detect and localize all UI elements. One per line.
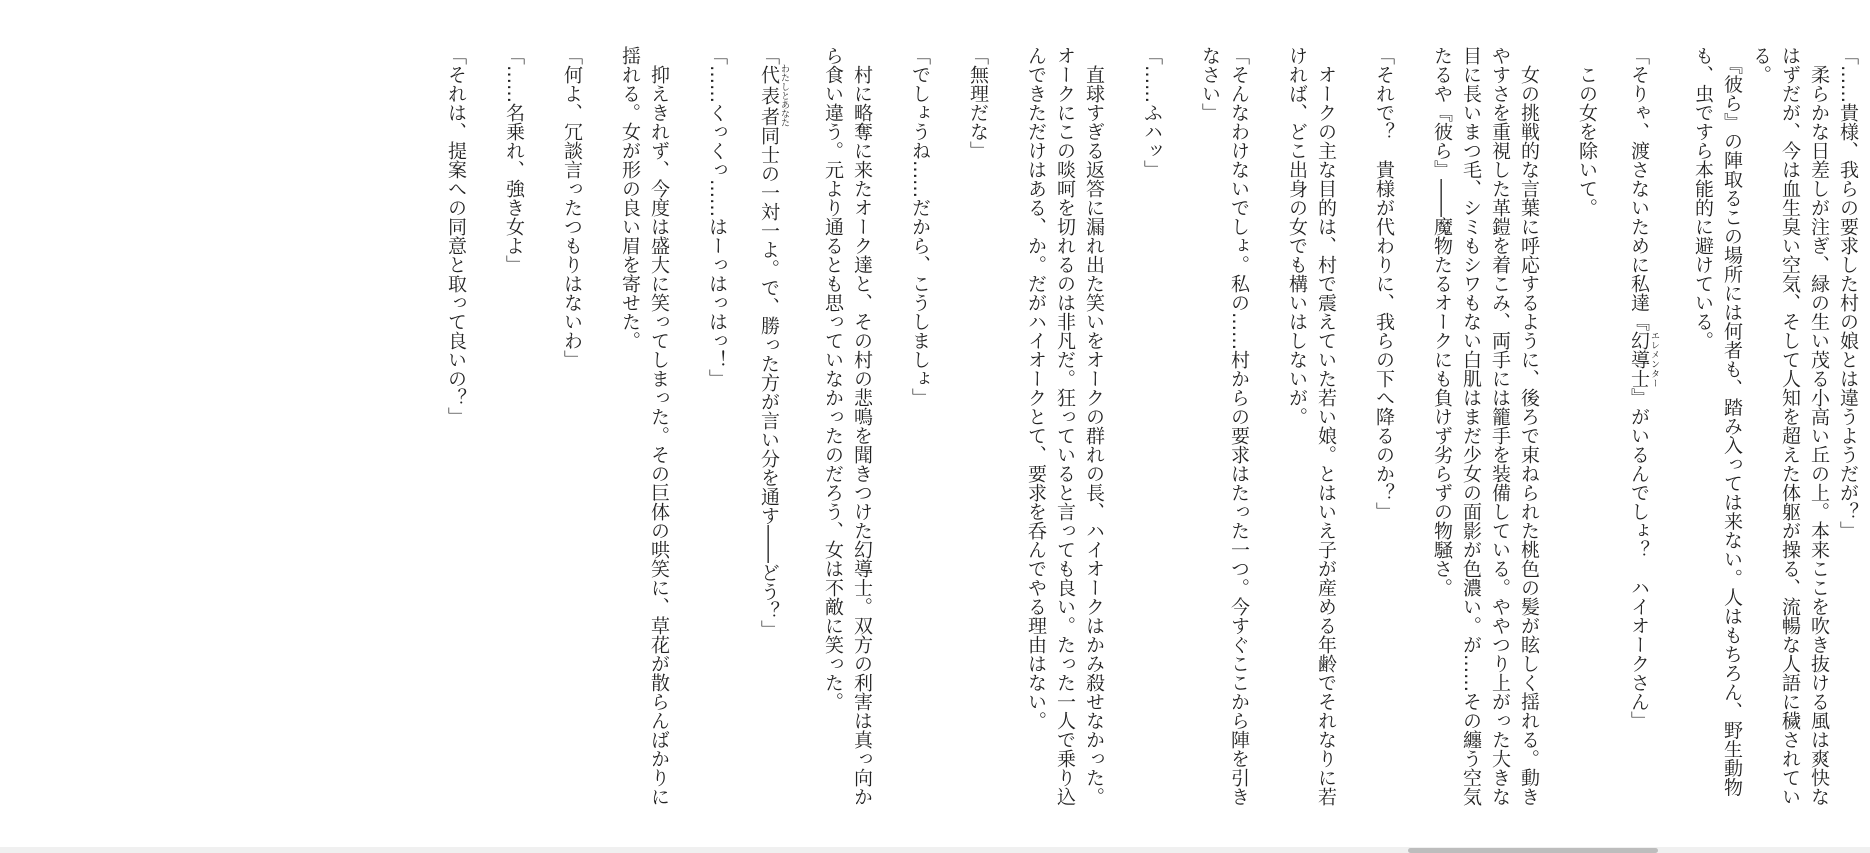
blank-line: [1340, 46, 1369, 806]
blank-line: [470, 46, 499, 806]
paragraph: この女を除いて。: [1576, 46, 1598, 217]
paragraph: オークの主な目的は、村で震えていた若い娘。とはいえ子が産める年齢でそれなりに若ければ、どこ出身の女でも構いはしないが。: [1286, 46, 1337, 806]
blank-line: [1543, 46, 1572, 806]
blank-line: [731, 46, 760, 806]
paragraph: 直球すぎる返答に漏れ出た笑いをオークの群れの長、ハイオークはかみ殺せなかった。オークにこの啖呵を切れるのは非凡だ。狂っていると言っても良い。たった一人で乗り込んできただけはある、か。だがハイオークとて、要求を呑んでやる理由はない。: [1025, 46, 1105, 806]
paragraph: 『彼ら』の陣取るこの場所には何者も、踏み入っては来ない。人はもちろん、野生動物も、虫ですら本能的に避けている。: [1692, 46, 1743, 797]
blank-line: [1659, 46, 1688, 806]
paragraph: 「無理だな」: [967, 46, 989, 160]
blank-line: [1108, 46, 1137, 806]
paragraph: 「そりゃ、渡さないために私達『幻導士 エレメンター』がいるんでしょ？ ハイオークさん」: [1628, 46, 1659, 730]
blank-line: [1166, 46, 1195, 806]
paragraph: 「……ふハッ」: [1141, 46, 1163, 179]
paragraph: 「何よ、冗談言ったつもりはないわ」: [561, 46, 583, 369]
paragraph: 村に略奪に来たオーク達と、その村の悲鳴を聞きつけた幻導士。双方の利害は真っ向から食い違う。元より通るとも思っていなかったのだろう、女は不敵に笑った。: [822, 46, 873, 806]
blank-line: [1398, 46, 1427, 806]
scrollbar-thumb[interactable]: [1408, 848, 1658, 853]
blank-line: [1601, 46, 1630, 806]
blank-line: [934, 46, 963, 806]
blank-line: [1253, 46, 1282, 806]
paragraph: 「……貴様、我らの要求した村の娘とは違うようだが？」: [1837, 46, 1859, 540]
paragraph: 抑えきれず、今度は盛大に笑ってしまった。その巨体の哄笑に、草花が散らんばかりに揺れる。女が形の良い眉を寄せた。: [619, 46, 670, 806]
paragraph: 「代表者 わたしとあなた同士の一対一よ。で、勝った方が言い分を通す――どう？」: [758, 46, 789, 639]
blank-line: [789, 46, 818, 806]
blank-line: [586, 46, 615, 806]
blank-line: [992, 46, 1021, 806]
paragraph: 「でしょうね……だから、こうしましょ」: [909, 46, 931, 407]
paragraph: 「……くっくっ……はーっはっはっ！」: [706, 46, 728, 388]
blank-line: [673, 46, 702, 806]
blank-line: [876, 46, 905, 806]
horizontal-scrollbar[interactable]: [0, 847, 1870, 853]
paragraph: 「それで？ 貴様が代わりに、我らの下へ降るのか？」: [1373, 46, 1395, 521]
paragraph: 「それは、提案への同意と取って良いの？」: [445, 46, 467, 426]
paragraph: 柔らかな日差しが注ぎ、緑の生い茂る小高い丘の上。本来ここを吹き抜ける風は爽快なはずだが、今は血生臭い空気、そして人知を超えた体躯が操る、流暢な人語に穢されている。: [1750, 46, 1830, 806]
paragraph: 「そんなわけないでしょ。私の……村からの要求はたった一つ。今すぐここから陣を引きなさい」: [1199, 46, 1250, 806]
paragraph: 女の挑戦的な言葉に呼応するように、後ろで束ねられた桃色の髪が眩しく揺れる。動きやすさを重視した革鎧を着こみ、両手には籠手を装備している。ややつり上がった大きな目に長いまつ毛、シミもシワもない白肌はまだ少女の面影が色濃い。が……その纏う空気たるや『彼ら』――魔物たるオークにも負けず劣らずの物騒さ。: [1431, 46, 1540, 806]
paragraph: 「……名乗れ、強き女よ」: [503, 46, 525, 274]
blank-line: [528, 46, 557, 806]
